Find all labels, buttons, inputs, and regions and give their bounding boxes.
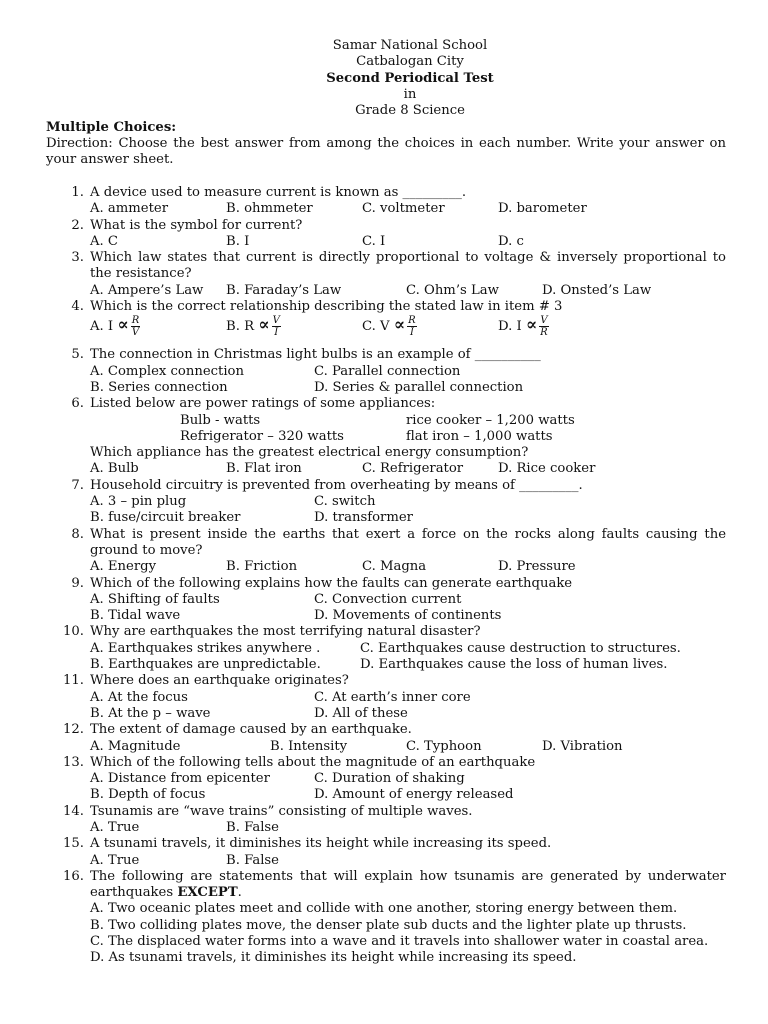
question-list bbox=[46, 185, 726, 967]
choices-row bbox=[46, 820, 726, 836]
choice-d: D. Series & parallel connection bbox=[314, 379, 524, 395]
choices-row bbox=[46, 608, 726, 624]
grade-subject: Grade 8 Science bbox=[355, 103, 465, 119]
choice-d: D. Movements of continents bbox=[314, 608, 502, 624]
question-16 bbox=[46, 869, 726, 902]
question-9 bbox=[46, 576, 726, 592]
choice-b: B. False bbox=[226, 819, 279, 835]
question-number: 14. bbox=[63, 803, 84, 819]
choice-a: A. Magnitude bbox=[90, 738, 181, 754]
choices-row bbox=[46, 690, 726, 706]
appliance-flat-iron: flat iron – 1,000 watts bbox=[406, 428, 553, 444]
question-text: A device used to measure current is known as _________. bbox=[90, 185, 467, 200]
question-number: 12. bbox=[63, 722, 84, 738]
choice-d: D. All of these bbox=[314, 705, 408, 721]
question-7 bbox=[46, 478, 726, 494]
question-text: Tsunamis are “wave trains” consisting of multiple waves. bbox=[90, 803, 473, 819]
choice-d bbox=[498, 315, 549, 338]
choice-c bbox=[362, 315, 417, 338]
header bbox=[0, 38, 768, 119]
question-number: 6. bbox=[71, 396, 84, 412]
except-keyword: EXCEPT bbox=[177, 885, 238, 901]
question-number: 13. bbox=[63, 754, 84, 770]
choices-row bbox=[46, 559, 726, 575]
question-6 bbox=[46, 396, 726, 412]
choice-d: D. As tsunami travels, it diminishes its height while increasing its speed. bbox=[90, 950, 577, 966]
question-text: Which law states that current is directly proportional to voltage & inversely proportional to the resistance? bbox=[90, 250, 726, 282]
choice-b: B. Faraday’s Law bbox=[226, 282, 342, 298]
choice-c: C. Magna bbox=[362, 559, 427, 575]
question-number: 15. bbox=[63, 836, 84, 852]
denominator: I bbox=[274, 327, 279, 339]
question-number: 4. bbox=[71, 299, 84, 315]
choice-b: B. Series connection bbox=[90, 379, 228, 395]
choice-a: A. At the focus bbox=[90, 689, 188, 705]
section-title: Multiple Choices: bbox=[46, 120, 177, 135]
choice-a: A. Energy bbox=[90, 559, 157, 575]
choice-c: C. Earthquakes cause destruction to structures. bbox=[360, 640, 681, 656]
choice-b: B. At the p – wave bbox=[90, 705, 211, 721]
appliance-refrigerator: Refrigerator – 320 watts bbox=[180, 428, 344, 444]
choices-row bbox=[46, 494, 726, 510]
question-text: Which of the following explains how the faults can generate earthquake bbox=[90, 575, 573, 591]
choice-b: B. Friction bbox=[226, 559, 298, 575]
choices-row bbox=[46, 201, 726, 217]
choices-row bbox=[46, 706, 726, 722]
question-2 bbox=[46, 218, 726, 234]
question-number: 5. bbox=[71, 347, 84, 363]
choice-c: C. I bbox=[362, 233, 386, 249]
choice-label: D. I bbox=[498, 319, 522, 335]
choice-c: C. Typhoon bbox=[406, 738, 482, 754]
choice-b: B. Intensity bbox=[270, 738, 348, 754]
choice-d: D. Rice cooker bbox=[498, 461, 596, 477]
question-text: A tsunami travels, it diminishes its height while increasing its speed. bbox=[90, 836, 552, 852]
school-name: Samar National School bbox=[332, 38, 488, 53]
choice-c: C. voltmeter bbox=[362, 201, 445, 217]
numerator: R bbox=[131, 315, 140, 327]
question-15 bbox=[46, 836, 726, 852]
choice-c: C. Duration of shaking bbox=[314, 771, 465, 787]
choice-d: D. Earthquakes cause the loss of human lives. bbox=[360, 657, 668, 673]
question-14 bbox=[46, 804, 726, 820]
question-5 bbox=[46, 347, 726, 363]
choices-row bbox=[46, 461, 726, 477]
question-number: 11. bbox=[63, 673, 84, 689]
question-8 bbox=[46, 527, 726, 560]
fraction bbox=[272, 315, 281, 338]
choice-a: A. Complex connection bbox=[90, 363, 244, 379]
choice-c: C. The displaced water forms into a wave and it travels into shallower water in coastal area. bbox=[90, 934, 709, 950]
proportional-symbol: ∝ bbox=[117, 315, 129, 336]
question-text: The following are statements that will explain how tsunamis are generated by underwater earthquakes bbox=[90, 868, 726, 901]
fraction bbox=[407, 315, 417, 338]
question-text: Household circuitry is prevented from overheating by means of _________. bbox=[90, 477, 583, 493]
choices-row bbox=[46, 771, 726, 787]
appliance-bulb: Bulb - watts bbox=[180, 412, 261, 428]
choice-d: D. Pressure bbox=[498, 559, 576, 575]
choices-row bbox=[46, 787, 726, 803]
choice-b: B. Flat iron bbox=[226, 461, 302, 477]
question-text: Where does an earthquake originates? bbox=[90, 673, 349, 689]
question-text: Listed below are power ratings of some appliances: bbox=[90, 396, 436, 412]
question-text: Which is the correct relationship describing the stated law in item # 3 bbox=[90, 299, 563, 315]
appliance-row bbox=[46, 413, 726, 429]
numerator: V bbox=[272, 315, 280, 327]
choices-row bbox=[46, 641, 726, 657]
choices-row bbox=[46, 853, 726, 869]
question-12 bbox=[46, 722, 726, 738]
denominator: V bbox=[131, 327, 140, 339]
question-number: 1. bbox=[71, 185, 84, 200]
question-text: The connection in Christmas light bulbs is an example of __________ bbox=[90, 347, 541, 363]
question-text: Why are earthquakes the most terrifying natural disaster? bbox=[90, 624, 481, 640]
question-number: 9. bbox=[71, 575, 84, 591]
choices-row bbox=[46, 510, 726, 526]
test-title: Second Periodical Test bbox=[326, 70, 494, 86]
choices-row bbox=[46, 657, 726, 673]
choice-b: B. fuse/circuit breaker bbox=[90, 510, 241, 526]
choice-c: C. Parallel connection bbox=[314, 363, 461, 379]
question-number: 8. bbox=[71, 526, 84, 542]
numerator: R bbox=[408, 315, 416, 327]
choice-c: C. At earth’s inner core bbox=[314, 689, 471, 705]
choice-a: A. 3 – pin plug bbox=[90, 494, 187, 510]
choice-d: D. Vibration bbox=[542, 738, 623, 754]
choice-a bbox=[90, 315, 140, 338]
appliance-row bbox=[46, 429, 726, 445]
choice-a: A. Two oceanic plates meet and collide with one another, storing energy between them. bbox=[90, 901, 678, 917]
choice-b: B. Earthquakes are unpredictable. bbox=[90, 657, 321, 673]
question-1 bbox=[46, 185, 726, 201]
choice-a: A. Shifting of faults bbox=[90, 591, 220, 607]
choice-a: A. Ampere’s Law bbox=[90, 282, 204, 298]
question-3 bbox=[46, 250, 726, 283]
choice-d: D. c bbox=[498, 233, 524, 249]
choice-b: B. I bbox=[226, 233, 250, 249]
question-4 bbox=[46, 299, 726, 315]
choices-row bbox=[46, 380, 726, 396]
question-text: What is the symbol for current? bbox=[90, 217, 303, 233]
fraction bbox=[131, 315, 141, 338]
choice-b: B. Two colliding plates move, the denser plate sub ducts and the lighter plate up thrusts. bbox=[90, 917, 687, 933]
question-number: 16. bbox=[63, 868, 84, 884]
question-number: 2. bbox=[71, 217, 84, 233]
choice-a: A. ammeter bbox=[90, 201, 168, 217]
question-text: The extent of damage caused by an earthquake. bbox=[90, 722, 412, 738]
choice-d: D. Amount of energy released bbox=[314, 787, 514, 803]
question-11 bbox=[46, 673, 726, 689]
denominator: I bbox=[409, 327, 414, 339]
choice-c: C. Convection current bbox=[314, 591, 462, 607]
question-text: What is present inside the earths that exert a force on the rocks along faults causing the ground to move? bbox=[90, 526, 726, 558]
choices-row bbox=[46, 234, 726, 250]
numerator: V bbox=[540, 315, 548, 327]
directions: Direction: Choose the best answer from among the choices in each number. Write your answer on your answer sheet. bbox=[46, 136, 726, 168]
in-text: in bbox=[403, 86, 417, 102]
choice-c: C. switch bbox=[314, 494, 376, 510]
question-end: . bbox=[237, 885, 242, 901]
question-number: 7. bbox=[71, 477, 84, 493]
choices-row bbox=[46, 283, 726, 299]
city-name: Catbalogan City bbox=[356, 54, 464, 70]
choice-label: C. V bbox=[362, 319, 390, 335]
question-text: Which of the following tells about the magnitude of an earthquake bbox=[90, 754, 536, 770]
appliance-rice-cooker: rice cooker – 1,200 watts bbox=[406, 412, 575, 428]
denominator: R bbox=[540, 327, 548, 339]
choice-a: A. Distance from epicenter bbox=[90, 771, 270, 787]
choice-b: B. False bbox=[226, 852, 279, 868]
choice-b bbox=[226, 315, 281, 338]
question-6-prompt: Which appliance has the greatest electrical energy consumption? bbox=[90, 445, 529, 461]
question-number: 10. bbox=[63, 624, 84, 640]
choices-row bbox=[46, 364, 726, 380]
question-10 bbox=[46, 624, 726, 640]
choice-b: B. ohmmeter bbox=[226, 201, 313, 217]
choice-a: A. Bulb bbox=[90, 461, 139, 477]
choice-a: A. Earthquakes strikes anywhere . bbox=[90, 640, 321, 656]
choices-row bbox=[46, 315, 726, 347]
fraction bbox=[539, 315, 548, 338]
choice-label: A. I bbox=[90, 319, 114, 335]
choice-d: D. Onsted’s Law bbox=[542, 282, 652, 298]
choice-d: D. transformer bbox=[314, 510, 413, 526]
choices-row bbox=[46, 739, 726, 755]
choice-d: D. barometer bbox=[498, 201, 587, 217]
proportional-symbol: ∝ bbox=[258, 315, 270, 336]
choices-row bbox=[46, 592, 726, 608]
choice-c: C. Ohm’s Law bbox=[406, 282, 499, 298]
choice-a: A. True bbox=[90, 852, 140, 868]
question-13 bbox=[46, 755, 726, 771]
choice-a: A. C bbox=[90, 233, 118, 249]
choice-c: C. Refrigerator bbox=[362, 461, 464, 477]
proportional-symbol: ∝ bbox=[525, 315, 538, 336]
question-number: 3. bbox=[71, 250, 84, 266]
choice-a: A. True bbox=[90, 819, 140, 835]
choice-b: B. Depth of focus bbox=[90, 787, 206, 803]
proportional-symbol: ∝ bbox=[393, 315, 406, 336]
choice-b: B. Tidal wave bbox=[90, 608, 181, 624]
choice-label: B. R bbox=[226, 319, 255, 335]
